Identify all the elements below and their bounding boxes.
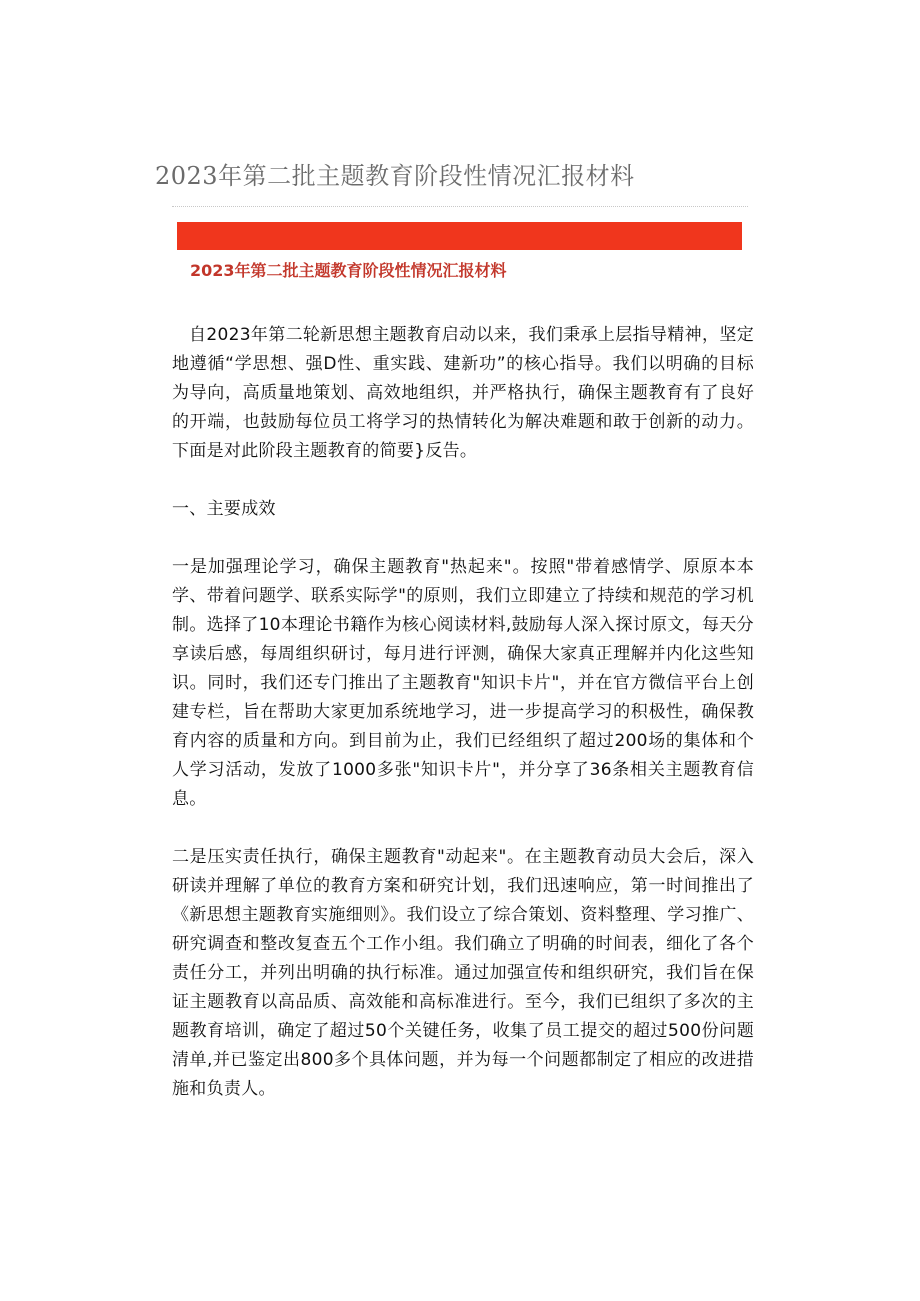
section-heading: 一、主要成效 bbox=[172, 499, 276, 519]
page-title: 2023年第二批主题教育阶段性情况汇报材料 bbox=[155, 162, 635, 190]
intro-paragraph: 自2023年第二轮新思想主题教育启动以来，我们秉承上层指导精神，坚定地遵循“学思想、强D性、重实践、建新功”的核心指导。我们以明确的目标为导向，高质量地策划、高效地组织，并严格执行，确保主题教育有了良好的开端，也鼓励每位员工将学习的热情转化为解决难题和敢于创新的动力。下面是对此阶段主题教育的简要}反告。 bbox=[172, 325, 754, 461]
body-paragraph-responsibility: 二是压实责任执行，确保主题教育"动起来"。在主题教育动员大会后，深入研读并理解了单位的教育方案和研究计划，我们迅速响应，第一时间推出了《新思想主题教育实施细则》。我们设立了综合策划、资料整理、学习推广、研究调查和整改复查五个工作小组。我们确立了明确的时间表，细化了各个责任分工，并列出明确的执行标准。通过加强宣传和组织研究，我们旨在保证主题教育以高品质、高效能和高标准进行。至今，我们已组织了多次的主题教育培训，确定了超过50个关键任务，收集了员工提交的超过500份问题清单,并已鉴定出800多个具体问题，并为每一个问题都制定了相应的改进措施和负责人。 bbox=[172, 847, 754, 1099]
article-body bbox=[172, 321, 754, 1133]
red-header-banner bbox=[177, 222, 742, 250]
title-divider bbox=[172, 206, 748, 207]
article-title: 2023年第二批主题教育阶段性情况汇报材料 bbox=[190, 261, 507, 280]
body-paragraph-theory-study: 一是加强理论学习，确保主题教育"热起来"。按照"带着感情学、原原本本学、带着问题学、联系实际学"的原则，我们立即建立了持续和规范的学习机制。选择了10本理论书籍作为核心阅读材料,鼓励每人深入探讨原文，每天分享读后感，每周组织研讨，每月进行评测，确保大家真正理解并内化这些知识。同时，我们还专门推出了主题教育"知识卡片"，并在官方微信平台上创建专栏，旨在帮助大家更加系统地学习，进一步提高学习的积极性，确保教育内容的质量和方向。到目前为止，我们已经组织了超过200场的集体和个人学习活动，发放了1000多张"知识卡片"，并分享了36条相关主题教育信息。 bbox=[172, 557, 754, 809]
